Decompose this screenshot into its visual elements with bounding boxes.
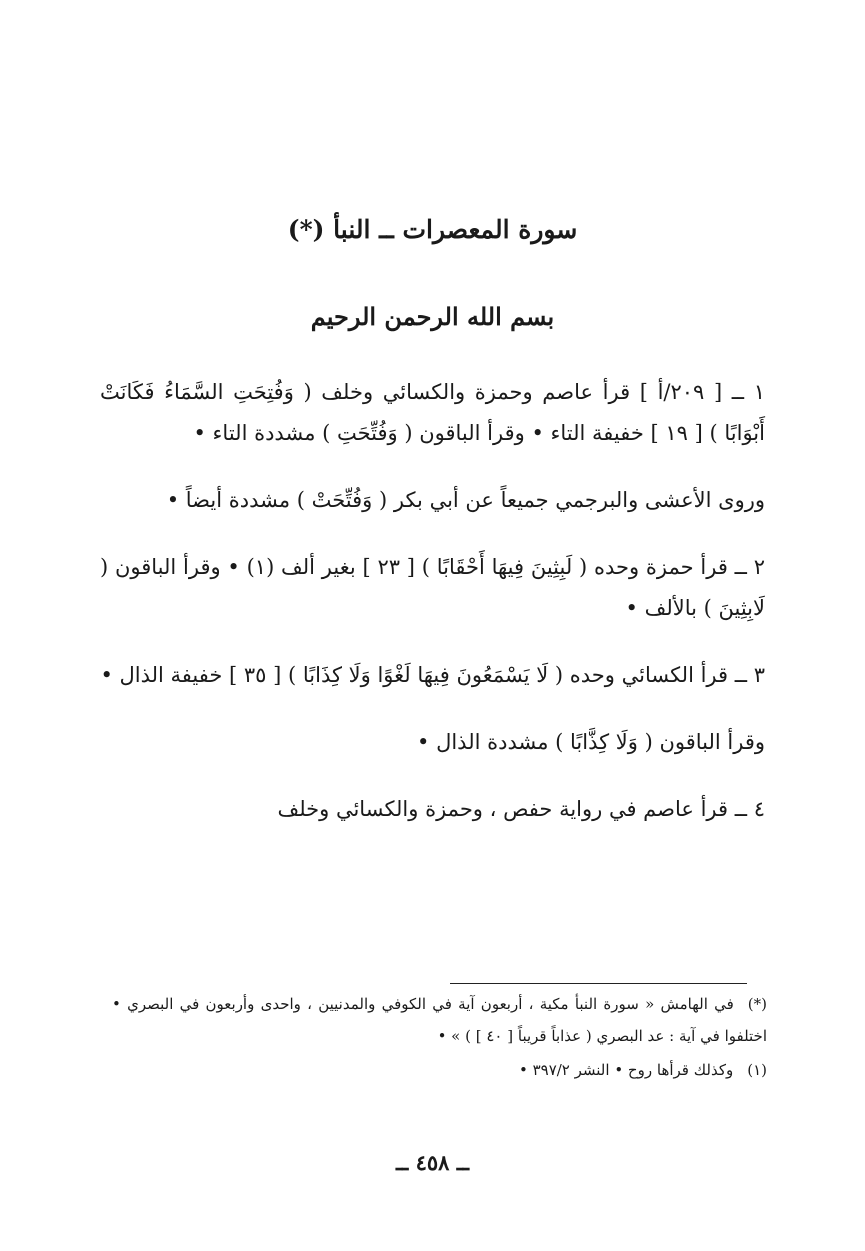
footnote-marker: (*) bbox=[747, 995, 767, 1013]
basmala: بسم الله الرحمن الرحيم bbox=[310, 302, 555, 331]
footnote-divider bbox=[450, 983, 747, 984]
main-text bbox=[100, 372, 765, 856]
paragraph-1: ١ ــ [ ٢٠٩/أ ] قرأ عاصم وحمزة والكسائي وخلف ( وَفُتِحَتِ السَّمَاءُ فَكَانَتْ أَبْوَابًا ) [ ١٩ ] خفيفة التاء • وقرأ الباقون ( وَفُتِّحَتِ ) مشددة التاء • bbox=[100, 380, 765, 445]
footnote-2 bbox=[112, 1054, 767, 1086]
paragraph-6: ٤ ــ قرأ عاصم في رواية حفص ، وحمزة والكسائي وخلف bbox=[277, 797, 765, 821]
paragraph-4: ٣ ــ قرأ الكسائي وحده ( لَا يَسْمَعُونَ فِيهَا لَغْوًا وَلَا كِذَابًا ) [ ٣٥ ] خفيفة الذال • bbox=[100, 663, 765, 687]
footnotes bbox=[112, 988, 767, 1086]
paragraph-2: وروى الأعشى والبرجمي جميعاً عن أبي بكر ( وَفُتِّحَتْ ) مشددة أيضاً • bbox=[166, 488, 765, 512]
surah-title: سورة المعصرات ــ النبأ (*) bbox=[287, 215, 578, 244]
paragraph-3: ٢ ــ قرأ حمزة وحده ( لَبِثِينَ فِيهَا أَحْقَابًا ) [ ٢٣ ] بغير ألف (١) • وقرأ الباقون ( لَابِثِينَ ) بالألف • bbox=[100, 555, 766, 620]
footnote-marker: (١) bbox=[747, 1061, 767, 1079]
footnote-text: في الهامش « سورة النبأ مكية ، أربعون آية في الكوفي والمدنيين ، واحدى وأربعون في البصري • اختلفوا في آية : عد البصري ( عذاباً قريباً [ ٤٠ ] ) » • bbox=[112, 995, 767, 1045]
footnote-text: وكذلك قرأها روح • النشر ٣٩٧/٢ • bbox=[518, 1061, 734, 1079]
footnote-1 bbox=[112, 988, 767, 1052]
page-number: ــ ٤٥٨ ــ bbox=[395, 1150, 470, 1175]
paragraph-5: وقرأ الباقون ( وَلَا كِذَّابًا ) مشددة الذال • bbox=[417, 730, 765, 754]
